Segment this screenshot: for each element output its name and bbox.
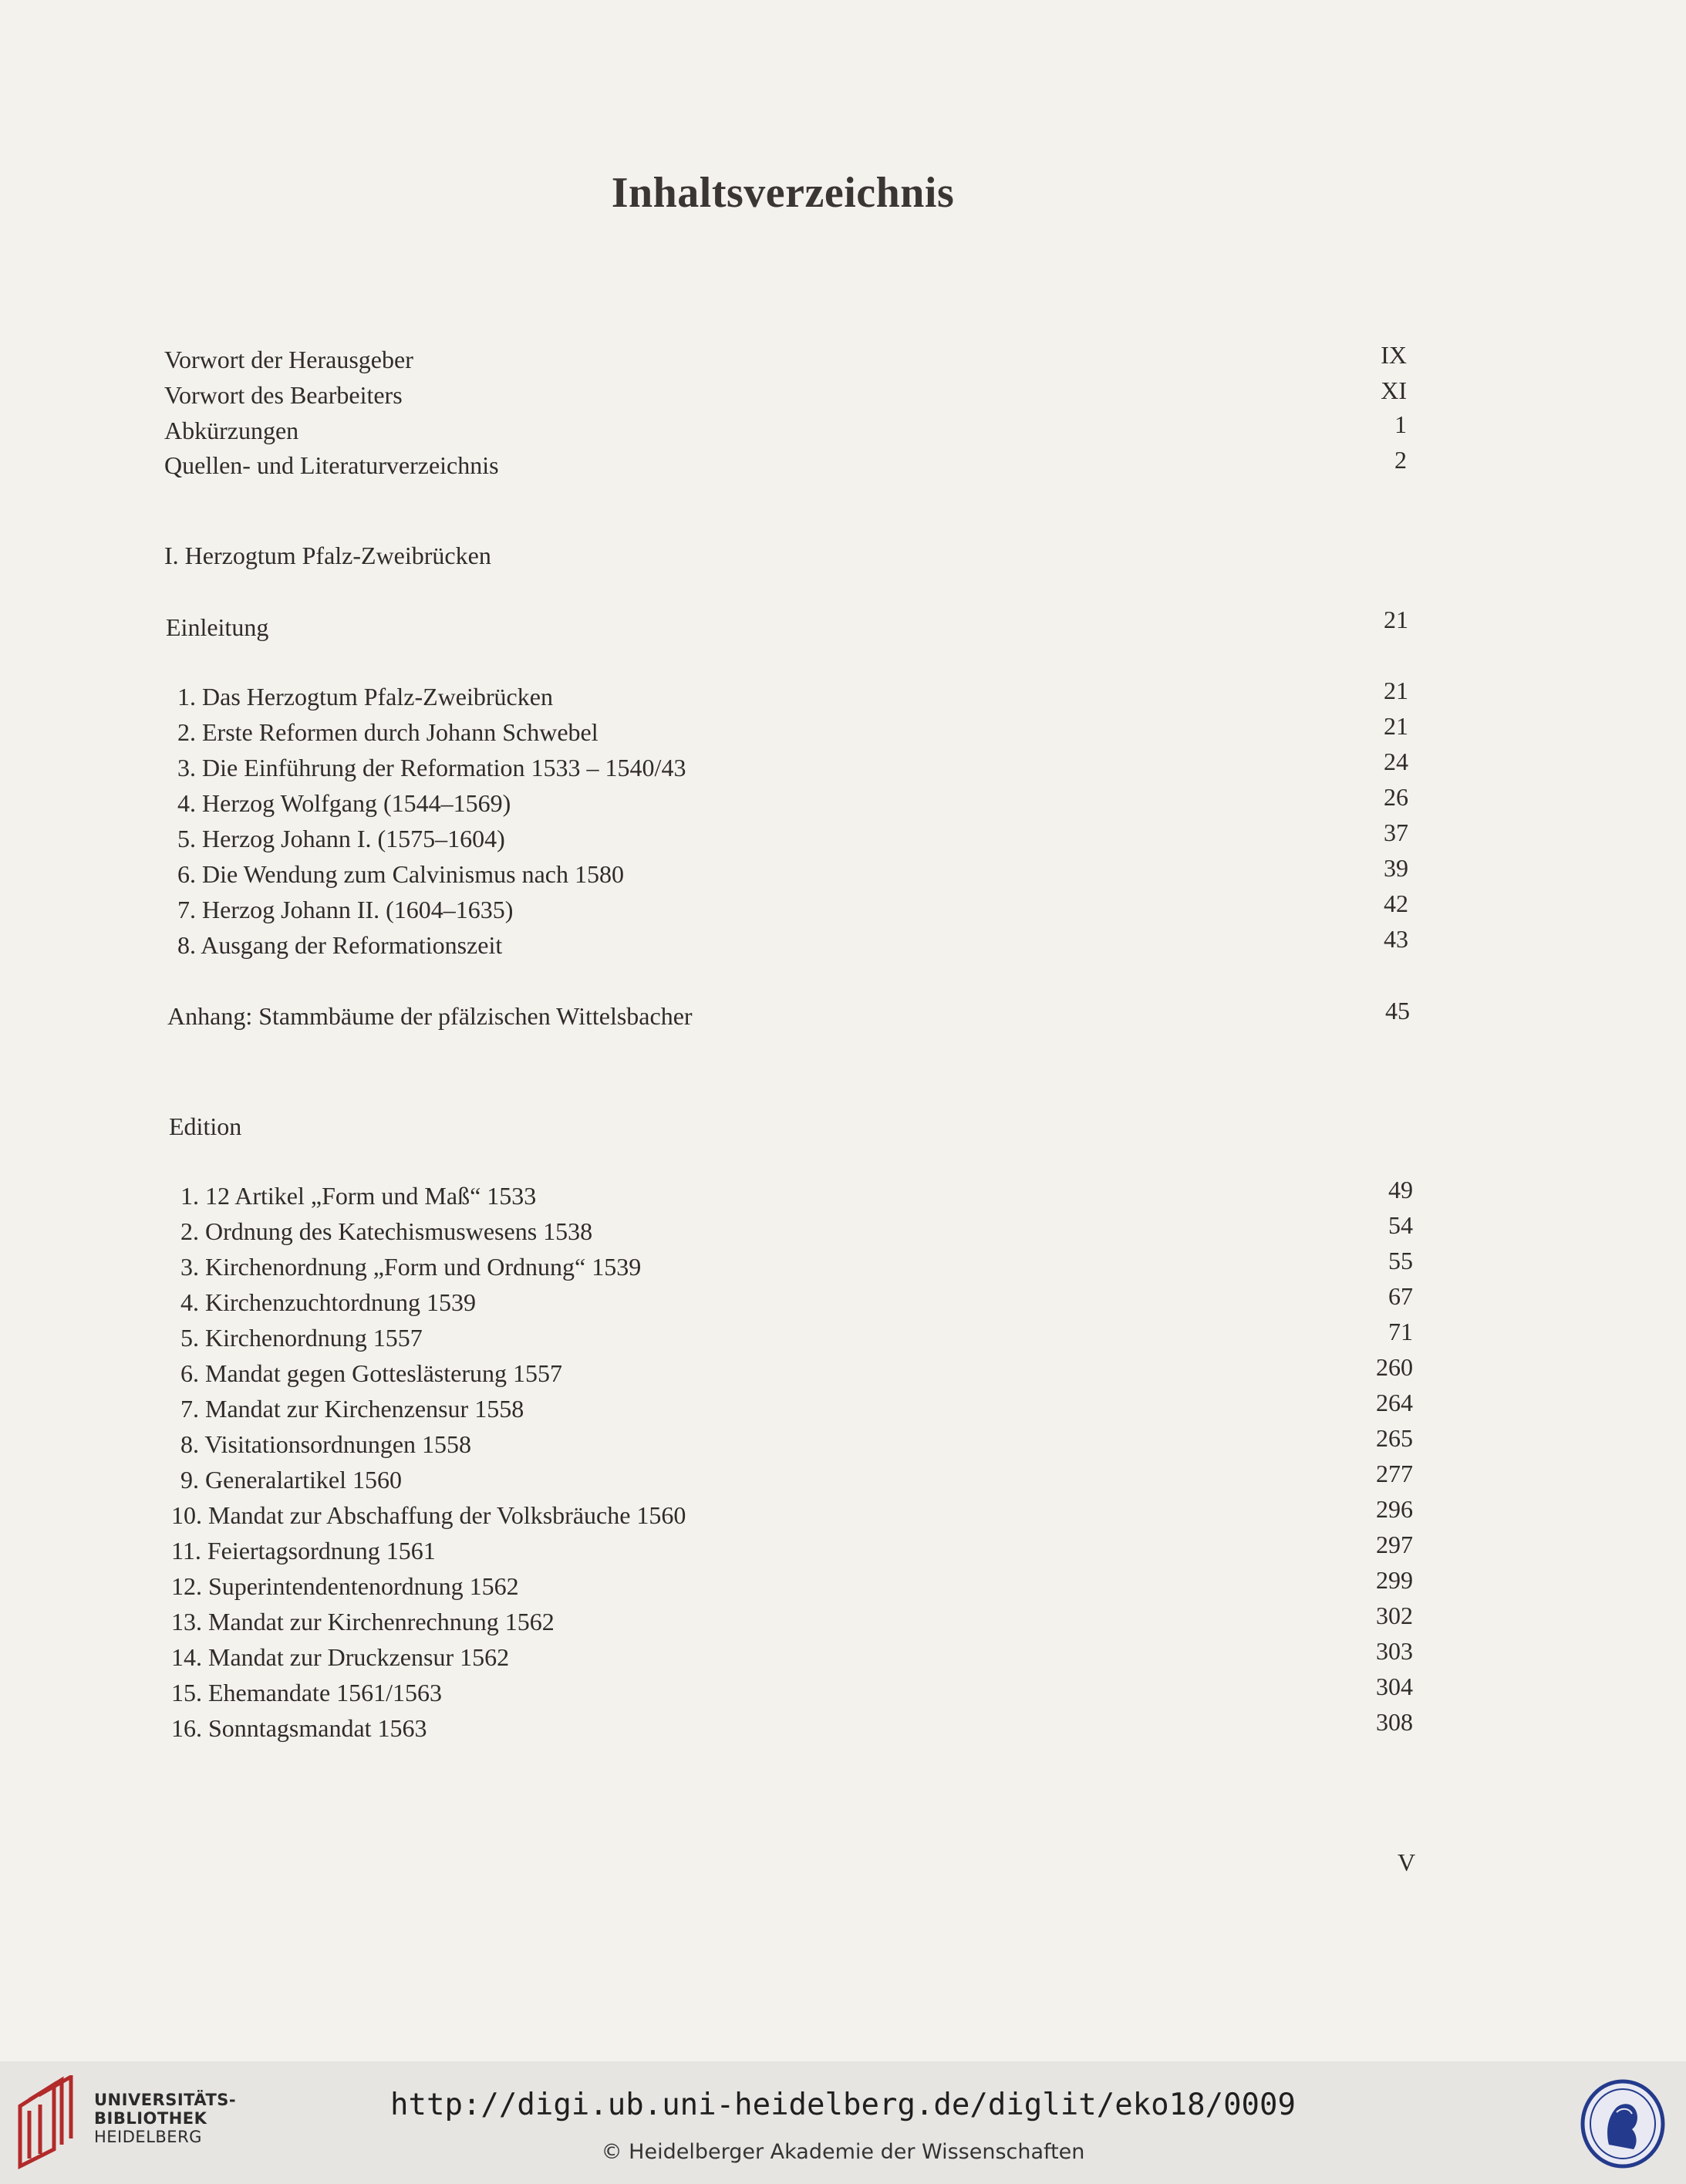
toc-section: Anhang: Stammbäume der pfälzischen Wittelsbacher xyxy=(167,1002,693,1030)
toc-entry: 4. Kirchenzuchtordnung 1539 xyxy=(180,1288,477,1316)
toc-page-number: 67 xyxy=(1388,1282,1413,1310)
academy-seal-icon xyxy=(1580,2078,1666,2169)
copyright-notice: © Heidelberger Akademie der Wissenschaften xyxy=(601,2140,1085,2164)
toc-entry: 2. Ordnung des Katechismuswesens 1538 xyxy=(180,1217,593,1245)
toc-entry: 4. Herzog Wolfgang (1544–1569) xyxy=(177,789,511,817)
toc-entry: Abkürzungen xyxy=(164,417,299,444)
toc-entry: 14. Mandat zur Druckzensur 1562 xyxy=(171,1643,510,1671)
toc-page-number: 37 xyxy=(1384,819,1408,846)
toc-page-number: 277 xyxy=(1376,1460,1413,1487)
toc-page-number: 39 xyxy=(1384,854,1408,882)
toc-entry: 1. Das Herzogtum Pfalz-Zweibrücken xyxy=(177,683,553,711)
toc-entry: 16. Sonntagsmandat 1563 xyxy=(171,1714,427,1742)
toc-entry: Vorwort der Herausgeber xyxy=(164,346,413,373)
part-heading: I. Herzogtum Pfalz-Zweibrücken xyxy=(164,542,491,569)
page-title: Inhaltsverzeichnis xyxy=(611,169,955,217)
toc-page-number: 299 xyxy=(1376,1566,1413,1594)
toc-page-number: 21 xyxy=(1384,712,1408,740)
permalink-url[interactable]: http://digi.ub.uni-heidelberg.de/diglit/eko18/0009 xyxy=(390,2088,1296,2122)
toc-page-number: 265 xyxy=(1376,1424,1413,1452)
toc-entry: 8. Ausgang der Reformationszeit xyxy=(177,931,503,959)
toc-entry: 10. Mandat zur Abschaffung der Volksbräuche 1560 xyxy=(171,1501,686,1529)
toc-page-number: XI xyxy=(1381,376,1407,404)
toc-entry: 9. Generalartikel 1560 xyxy=(180,1466,402,1494)
footer-bar xyxy=(0,2061,1686,2184)
toc-entry: 8. Visitationsordnungen 1558 xyxy=(180,1430,472,1458)
toc-page-number: 260 xyxy=(1376,1353,1413,1381)
toc-section: Einleitung xyxy=(166,613,269,641)
toc-page-number: 42 xyxy=(1384,889,1408,917)
toc-page-number: 24 xyxy=(1384,748,1408,775)
toc-entry: 1. 12 Artikel „Form und Maß“ 1533 xyxy=(180,1182,537,1210)
toc-page-number: 21 xyxy=(1384,677,1408,704)
toc-page-number: 296 xyxy=(1376,1495,1413,1523)
toc-entry: 13. Mandat zur Kirchenrechnung 1562 xyxy=(171,1608,555,1635)
toc-page-number: 49 xyxy=(1388,1176,1413,1203)
toc-entry: 5. Kirchenordnung 1557 xyxy=(180,1324,423,1352)
page-number: V xyxy=(1398,1848,1416,1876)
toc-page-number: 264 xyxy=(1376,1389,1413,1416)
toc-entry: 12. Superintendentenordnung 1562 xyxy=(171,1572,519,1600)
toc-page-number: 304 xyxy=(1376,1673,1413,1700)
toc-entry: Quellen- und Literaturverzeichnis xyxy=(164,451,499,479)
toc-page-number: 54 xyxy=(1388,1211,1413,1239)
toc-entry: 7. Mandat zur Kirchenzensur 1558 xyxy=(180,1395,524,1423)
toc-page-number: 308 xyxy=(1376,1708,1413,1736)
toc-page-number: 21 xyxy=(1384,606,1408,633)
toc-page-number: 302 xyxy=(1376,1602,1413,1629)
section-heading: Edition xyxy=(169,1112,242,1140)
toc-entry: 3. Kirchenordnung „Form und Ordnung“ 1539 xyxy=(180,1253,642,1281)
toc-entry: 6. Mandat gegen Gotteslästerung 1557 xyxy=(180,1359,562,1387)
toc-page-number: 1 xyxy=(1394,410,1407,438)
toc-page-number: 297 xyxy=(1376,1531,1413,1558)
toc-page-number: 55 xyxy=(1388,1247,1413,1274)
toc-page-number: 303 xyxy=(1376,1637,1413,1665)
toc-entry: 7. Herzog Johann II. (1604–1635) xyxy=(177,896,514,923)
toc-entry: 2. Erste Reformen durch Johann Schwebel xyxy=(177,718,599,746)
toc-page-number: 71 xyxy=(1388,1318,1413,1345)
toc-page-number: 26 xyxy=(1384,783,1408,811)
toc-page-number: 2 xyxy=(1394,446,1407,474)
toc-entry: Vorwort des Bearbeiters xyxy=(164,381,403,409)
toc-entry: 5. Herzog Johann I. (1575–1604) xyxy=(177,825,505,852)
toc-page-number: 45 xyxy=(1385,997,1410,1024)
toc-entry: 6. Die Wendung zum Calvinismus nach 1580 xyxy=(177,860,624,888)
toc-entry: 15. Ehemandate 1561/1563 xyxy=(171,1679,443,1706)
toc-entry: 3. Die Einführung der Reformation 1533 – 1540/43 xyxy=(177,754,686,781)
toc-page-number: 43 xyxy=(1384,925,1408,953)
toc-entry: 11. Feiertagsordnung 1561 xyxy=(171,1537,436,1565)
toc-page-number: IX xyxy=(1381,341,1407,369)
library-name: UNIVERSITÄTS- BIBLIOTHEK HEIDELBERG xyxy=(94,2091,237,2146)
